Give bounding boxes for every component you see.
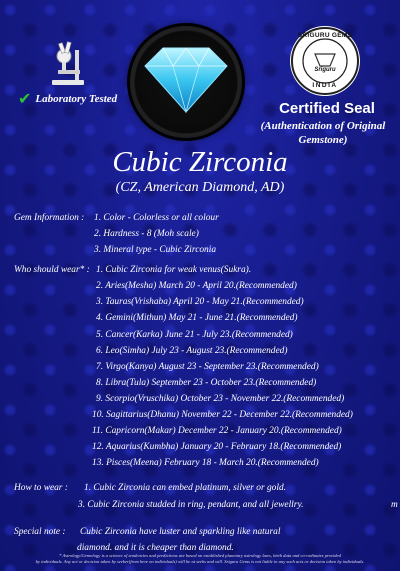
wear-item: 2. Aries(Mesha) March 20 - April 20.(Recommended) <box>96 281 297 291</box>
wear-item: 8. Libra(Tula) September 23 - October 23.(Recommended) <box>96 378 317 388</box>
lab-tested-badge <box>18 89 117 108</box>
wear-item: 5. Cancer(Karka) June 21 - July 23.(Recommended) <box>96 330 293 340</box>
wear-item: 12. Aquarius(Kumbha) January 20 - February 18.(Recommended) <box>92 442 342 452</box>
wear-item: 6. Leo(Simha) July 23 - August 23.(Recommended) <box>96 346 288 356</box>
seal-bottom-text: INDIA <box>312 82 338 89</box>
page-title: Cubic Zirconia <box>112 146 288 178</box>
wear-item: 11. Capricorn(Makar) December 22 - January 20.(Recommended) <box>92 426 342 436</box>
lab-tested-label: Laboratory Tested <box>35 92 118 105</box>
disclaimer-line: by individuals. Any act or decision taken by seeker(from here on individuals) will be at seeks and will. Sriguru Gems is not liable to any such acts or decision taken by individuals. <box>35 559 365 564</box>
authentication-text: (Authentication of Original Gemstone) <box>260 120 386 146</box>
gem-info-item: 2. Hardness - 8 (Moh scale) <box>94 229 199 239</box>
page-subtitle: (CZ, American Diamond, AD) <box>115 180 285 195</box>
disclaimer <box>6 553 394 565</box>
gem-info-label: Gem Information : <box>14 213 85 223</box>
wear-item: 3. Tauras(Vrishaba) April 20 - May 21.(Recommended) <box>96 297 304 307</box>
wear-item: 9. Scorpio(Vruschika) October 23 - November 22.(Recommended) <box>96 394 345 404</box>
how-to-wear-item: 3. Cubic Zirconia studded in ring, pendant, and all jewellry. <box>78 500 304 510</box>
wear-item: 4. Gemini(Mithun) May 21 - June 21.(Recommended) <box>96 313 298 323</box>
special-note-line: diamond. and it is cheaper than diamond. <box>77 543 234 553</box>
how-to-wear-item: 1. Cubic Zirconia can embed platinum, silver or gold. <box>84 483 286 493</box>
diamond-icon <box>143 44 229 114</box>
wear-item: 13. Pisces(Meena) February 18 - March 20.(Recommended) <box>92 458 319 468</box>
special-note-label: Special note : <box>14 527 66 537</box>
how-to-wear-label: How to wear : <box>14 483 68 493</box>
wear-item: 10. Sagittarius(Dhanu) November 22 - December 22.(Recommended) <box>92 410 353 420</box>
seal-top-text: SRIGURU GEMS <box>297 32 353 39</box>
disclaimer-line: * Astrology/Gemology is a science of tendencies and predictions are based on established planetary astrology laws, birth data and co-ordinates provided <box>59 553 341 558</box>
wear-item: 1. Cubic Zirconia for weak venus(Sukra). <box>96 265 252 275</box>
special-note-line: Cubic Zirconia have luster and sparkling like natural <box>80 527 281 537</box>
certified-seal-label: Certified Seal <box>279 100 375 117</box>
gem-info-item: 1. Color - Colorless or all colour <box>94 213 219 223</box>
certified-seal-emblem <box>290 26 360 96</box>
who-should-wear-label: Who should wear* : <box>14 265 90 275</box>
gem-info-item: 3. Mineral type - Cubic Zirconia <box>94 245 217 255</box>
check-icon: ✔ <box>18 89 32 108</box>
microscope-icon <box>48 40 88 86</box>
seal-center-text: Sriguru <box>314 67 336 73</box>
how-to-wear-overflow: m <box>391 500 398 510</box>
wear-item: 7. Virgo(Kanya) August 23 - September 23.(Recommended) <box>96 362 319 372</box>
